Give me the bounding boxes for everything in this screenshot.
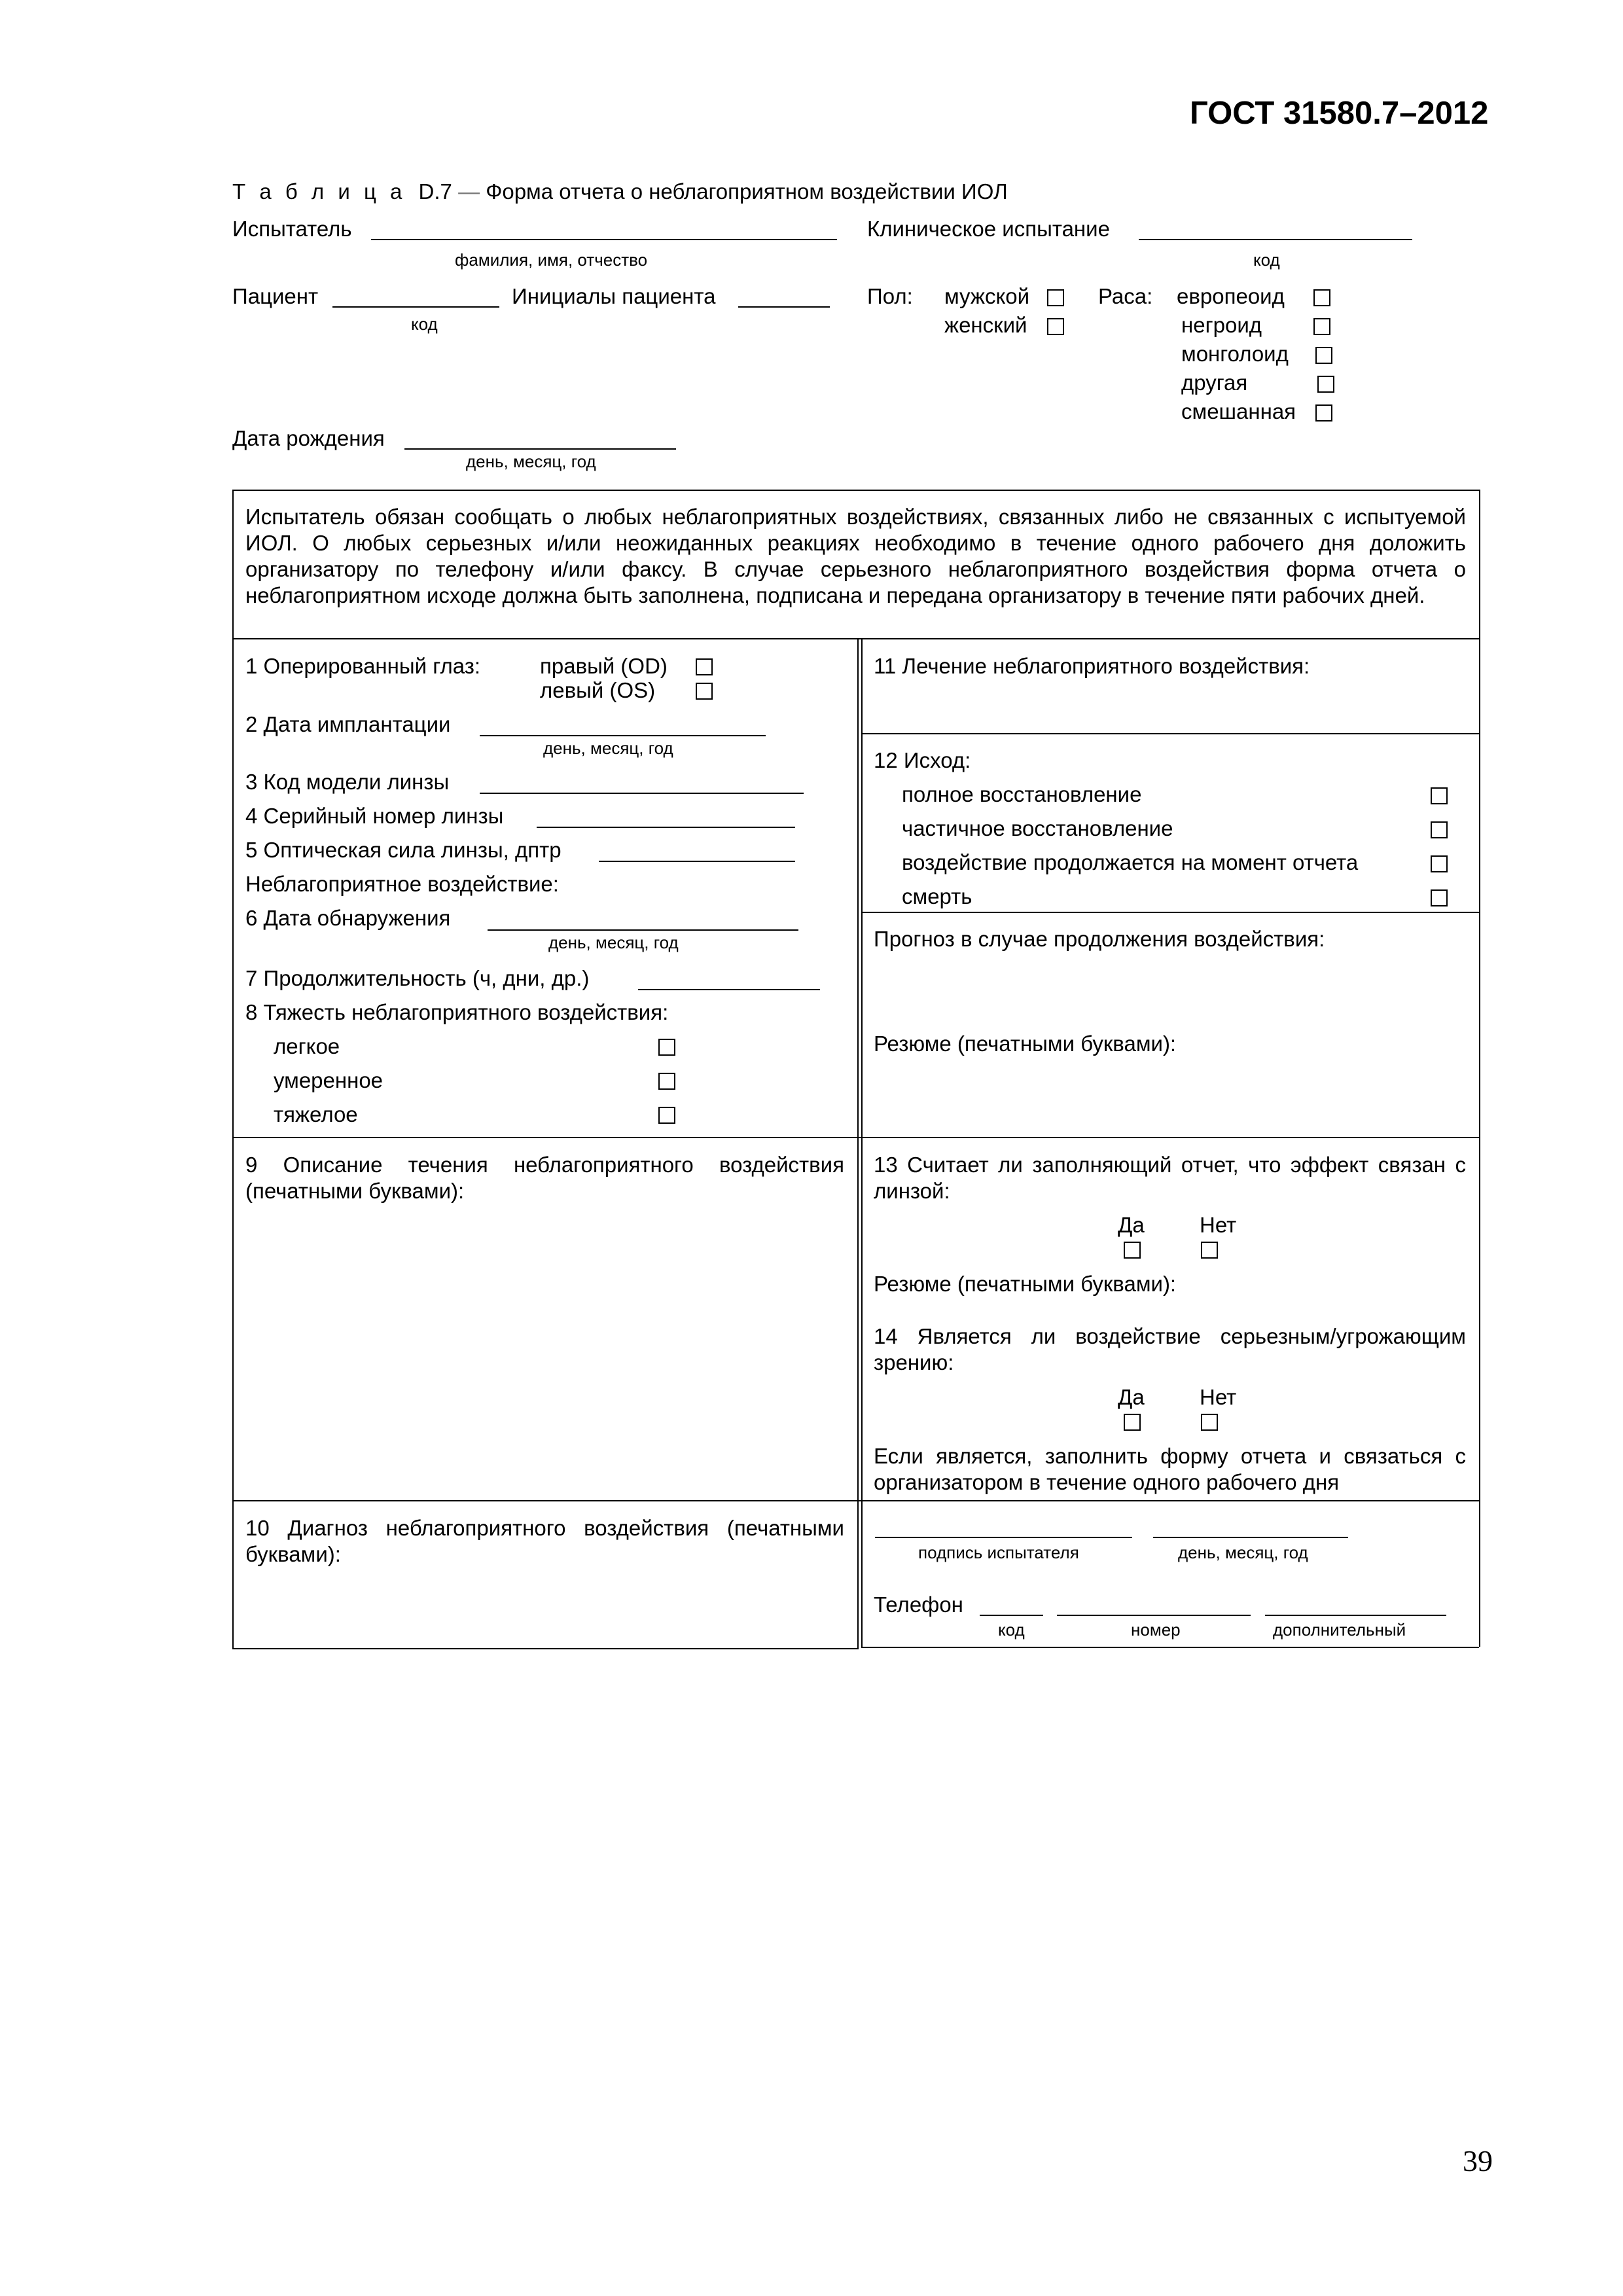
race-mongoloid-checkbox[interactable]: [1315, 347, 1332, 364]
field-9-label: 9 Описание течения неблагоприятного воздействия (печатными буквами):: [245, 1153, 844, 1203]
severity-moderate-checkbox[interactable]: [658, 1073, 675, 1090]
field-1-label: 1 Оперированный глаз:: [245, 654, 481, 678]
table-center-border: [857, 638, 859, 1648]
outcome-full-label: полное восстановление: [902, 782, 1142, 806]
outcome-death-checkbox[interactable]: [1431, 889, 1448, 906]
severity-severe-label: тяжелое: [274, 1102, 358, 1126]
table-caption: [232, 179, 1008, 205]
right-row-11-bottom: [861, 733, 1479, 734]
page-number: 39: [1463, 2144, 1493, 2178]
caption-label: Т а б л и ц а: [232, 179, 406, 204]
signature-label: подпись испытателя: [918, 1543, 1079, 1562]
race-label: Раса:: [1098, 284, 1153, 308]
field-8-label: 8 Тяжесть неблагоприятного воздействия:: [245, 1000, 669, 1024]
birth-date-label: Дата рождения: [232, 426, 385, 450]
field-1-left-eye: левый (OS): [540, 678, 656, 702]
investigator-label: Испытатель: [232, 217, 352, 241]
severity-mild-label: легкое: [274, 1034, 340, 1058]
sex-female-label: женский: [944, 313, 1027, 337]
table-bottom-right: [861, 1647, 1479, 1648]
caption-title: Форма отчета о неблагоприятном воздействии ИОЛ: [486, 179, 1008, 204]
lens-power-field[interactable]: [599, 861, 795, 862]
severity-mild-checkbox[interactable]: [658, 1039, 675, 1056]
birth-date-field[interactable]: [404, 448, 676, 450]
race-europeoid-checkbox[interactable]: [1313, 289, 1330, 306]
table-bottom-left: [232, 1648, 859, 1649]
severity-severe-checkbox[interactable]: [658, 1107, 675, 1124]
field-13-yes-checkbox[interactable]: [1124, 1242, 1141, 1259]
table-top-border: [232, 490, 1479, 491]
field-3-label: 3 Код модели линзы: [245, 770, 450, 794]
detection-date-sub: день, месяц, год: [548, 933, 679, 952]
field-14-label: 14 Является ли воздействие серьезным/угрожающим зрению:: [874, 1324, 1466, 1374]
table-center-border-right: [861, 638, 863, 1647]
implant-date-sub: день, месяц, год: [543, 738, 673, 758]
phone-ext-label: дополнительный: [1273, 1620, 1406, 1640]
field-1-right-eye: правый (OD): [540, 654, 668, 678]
caption-dash: —: [458, 179, 480, 204]
implant-date-field[interactable]: [480, 735, 766, 736]
race-europeoid-label: европеоид: [1177, 284, 1285, 308]
phone-number-label: номер: [1131, 1620, 1181, 1640]
patient-sub: код: [411, 314, 438, 334]
caption-number: D.7: [418, 179, 452, 204]
sex-label: Пол:: [867, 284, 913, 308]
duration-field[interactable]: [638, 989, 820, 990]
field-14-no-checkbox[interactable]: [1201, 1414, 1218, 1431]
if-serious-note: Если является, заполнить форму отчета и связаться с организатором в течение одного рабочего дня: [874, 1444, 1466, 1494]
patient-label: Пациент: [232, 284, 319, 308]
clinical-trial-field[interactable]: [1139, 239, 1412, 240]
race-mixed-label: смешанная: [1181, 399, 1296, 423]
field-7-label: 7 Продолжительность (ч, дни, др.): [245, 966, 590, 990]
sex-female-checkbox[interactable]: [1047, 318, 1064, 335]
adverse-label: Неблагоприятное воздействие:: [245, 872, 559, 896]
outcome-death-label: смерть: [902, 884, 972, 908]
field-5-label: 5 Оптическая сила линзы, дптр: [245, 838, 562, 862]
table-left-border: [232, 490, 234, 1648]
race-negroid-checkbox[interactable]: [1313, 318, 1330, 335]
phone-ext-field[interactable]: [1265, 1615, 1446, 1616]
summary-1-label: Резюме (печатными буквами):: [874, 1031, 1177, 1056]
field-10-label: 10 Диагноз неблагоприятного воздействия (печатными буквами):: [245, 1516, 844, 1566]
outcome-ongoing-checkbox[interactable]: [1431, 855, 1448, 872]
lens-model-field[interactable]: [480, 793, 804, 794]
row-9-bottom: [232, 1500, 1479, 1501]
race-other-checkbox[interactable]: [1317, 376, 1334, 393]
birth-date-sub: день, месяц, год: [466, 452, 596, 471]
clinical-trial-label: Клиническое испытание: [867, 217, 1110, 241]
patient-field[interactable]: [332, 306, 499, 308]
outcome-partial-label: частичное восстановление: [902, 816, 1173, 840]
notice-bottom-border: [232, 638, 1479, 639]
left-eye-checkbox[interactable]: [696, 683, 713, 700]
outcome-full-checkbox[interactable]: [1431, 787, 1448, 804]
lens-serial-field[interactable]: [537, 827, 795, 828]
phone-label: Телефон: [874, 1592, 963, 1617]
standard-number: ГОСТ 31580.7–2012: [1190, 96, 1489, 131]
field-14-no-label: Нет: [1200, 1385, 1237, 1409]
field-11-label: 11 Лечение неблагоприятного воздействия:: [874, 654, 1310, 678]
race-mongoloid-label: монголоид: [1181, 342, 1289, 366]
table-right-border: [1479, 490, 1480, 1647]
severity-moderate-label: умеренное: [274, 1068, 383, 1092]
notice-text: Испытатель обязан сообщать о любых неблагоприятных воздействиях, связанных либо не связанных с испытуемой ИОЛ. О любых серьезных и/или неожиданных реакциях необходимо в течение одного рабочего дня доложить организатору по телефону и/или факсу. В случае серьезного неблагоприятного воздействия форма отчета о неблагоприятном исходе должна быть заполнена, подписана и передана организатору в течение пяти рабочих дней.: [245, 505, 1466, 607]
initials-label: Инициалы пациента: [512, 284, 716, 308]
outcome-ongoing-label: воздействие продолжается на момент отчета: [902, 850, 1359, 874]
summary-2-label: Резюме (печатными буквами):: [874, 1272, 1177, 1296]
initials-field[interactable]: [738, 306, 830, 308]
clinical-trial-sub: код: [1253, 250, 1280, 270]
field-2-label: 2 Дата имплантации: [245, 712, 451, 736]
field-6-label: 6 Дата обнаружения: [245, 906, 451, 930]
race-mixed-checkbox[interactable]: [1315, 404, 1332, 422]
investigator-sub: фамилия, имя, отчество: [455, 250, 648, 270]
right-row-12-bottom: [861, 912, 1479, 913]
outcome-partial-checkbox[interactable]: [1431, 821, 1448, 838]
right-eye-checkbox[interactable]: [696, 658, 713, 675]
field-13-label: 13 Считает ли заполняющий отчет, что эффект связан с линзой:: [874, 1153, 1466, 1203]
sex-male-label: мужской: [944, 284, 1030, 308]
field-4-label: 4 Серийный номер линзы: [245, 804, 504, 828]
field-13-no-label: Нет: [1200, 1213, 1237, 1237]
race-negroid-label: негроид: [1181, 313, 1262, 337]
signature-field[interactable]: [875, 1537, 1132, 1538]
field-13-no-checkbox[interactable]: [1201, 1242, 1218, 1259]
field-14-yes-label: Да: [1118, 1385, 1145, 1409]
field-12-label: 12 Исход:: [874, 748, 971, 772]
phone-code-label: код: [998, 1620, 1025, 1640]
phone-number-field[interactable]: [1057, 1615, 1251, 1616]
investigator-field[interactable]: [371, 239, 837, 240]
sex-male-checkbox[interactable]: [1047, 289, 1064, 306]
field-14-yes-checkbox[interactable]: [1124, 1414, 1141, 1431]
detection-date-field[interactable]: [488, 929, 798, 931]
prognosis-label: Прогноз в случае продолжения воздействия:: [874, 927, 1325, 951]
row-8-bottom: [232, 1137, 1479, 1138]
phone-code-field[interactable]: [980, 1615, 1043, 1616]
signature-date-field[interactable]: [1153, 1537, 1348, 1538]
signature-date-label: день, месяц, год: [1178, 1543, 1308, 1562]
field-13-yes-label: Да: [1118, 1213, 1145, 1237]
race-other-label: другая: [1181, 370, 1248, 395]
